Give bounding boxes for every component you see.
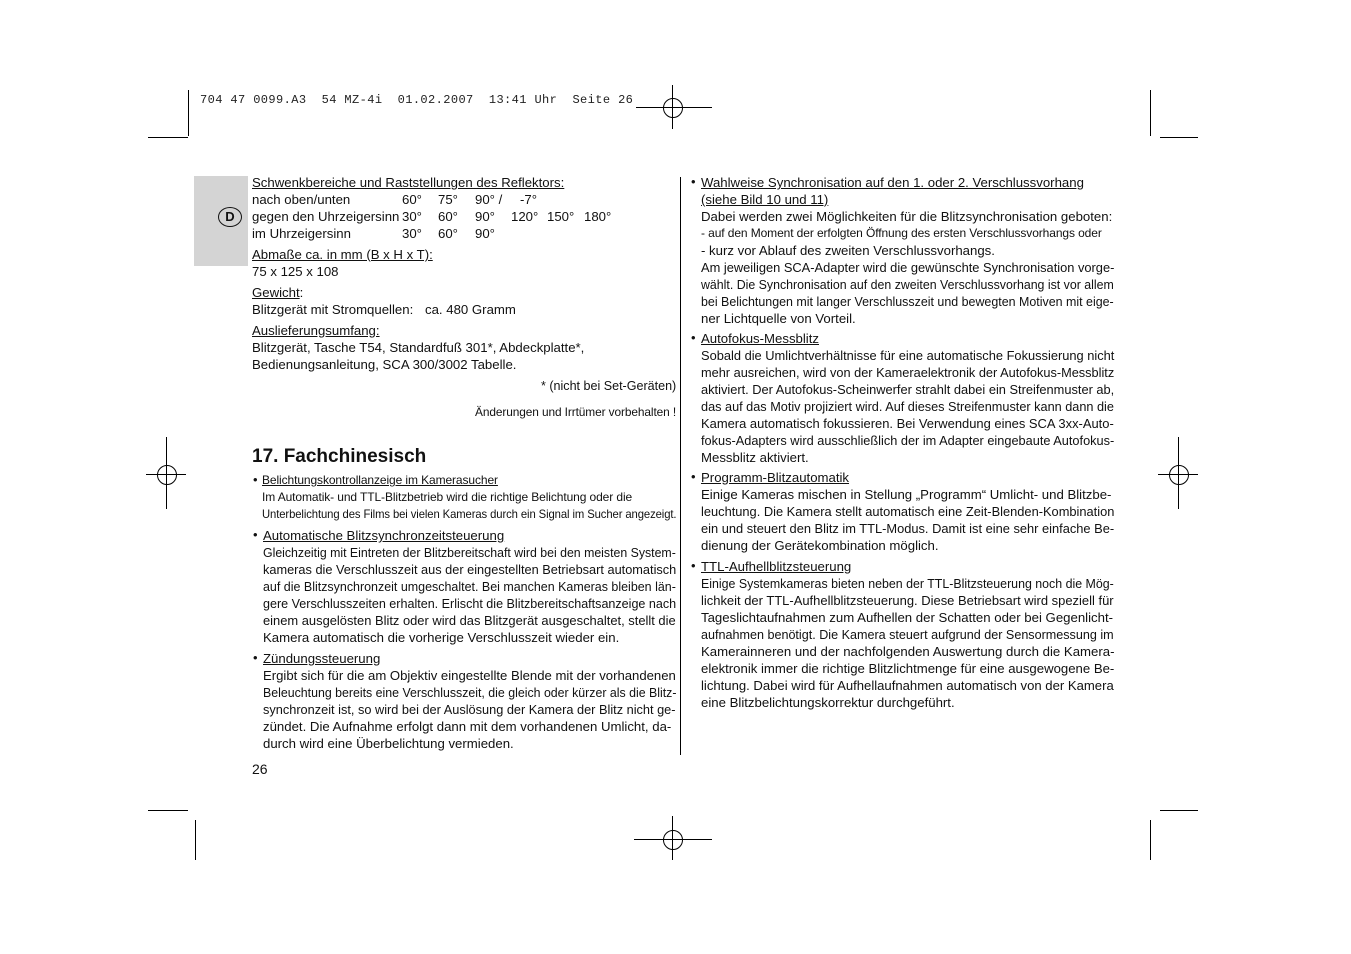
item-line: Sobald die Umlichtverhältnisse für eine automatische Fokussierung nicht (701, 348, 1115, 363)
swivel-value: 180° (584, 209, 612, 224)
weight-label: Blitzgerät mit Stromquellen: (252, 302, 414, 317)
item-line: Messblitz aktiviert. (701, 450, 809, 465)
crop-mark (148, 137, 188, 138)
crop-mark (148, 810, 188, 811)
item-title: Zündungssteuerung (263, 651, 381, 666)
item-line: Dabei werden zwei Möglichkeiten für die Blitzsynchronisation geboten: (701, 209, 1113, 224)
swivel-value: 75° (438, 192, 458, 207)
swivel-value: 30° (402, 209, 422, 224)
item-line: synchronzeit ist, so wird bei der Auslösung der Kamera der Blitz nicht ge- (263, 702, 676, 717)
item-line: Tageslichtaufnahmen zum Aufhellen der Schatten oder bei Gegenlicht- (701, 610, 1113, 625)
swivel-value: 90° (475, 209, 495, 224)
swivel-row-label: gegen den Uhrzeigersinn (252, 209, 400, 224)
weight-value: ca. 480 Gramm (425, 302, 516, 317)
item-line: Ergibt sich für die am Objektiv eingestellte Blende mit der vorhandenen (263, 668, 676, 683)
item-line: zündet. Die Aufnahme erfolgt dann mit dem vorhandenen Umlicht, da- (263, 719, 672, 734)
item-line: einem ausgelösten Blitz oder wird das Blitzgerät ausgeschaltet, stellt die (263, 613, 676, 628)
item-title: TTL-Aufhellblitzsteuerung (701, 559, 852, 574)
item-line: Einige Kameras mischen in Stellung „Programm“ Umlicht- und Blitzbe- (701, 487, 1112, 502)
crop-mark (1150, 90, 1151, 136)
item-line: Kamera automatisch fokussieren. Bei Verwendung eines SCA 3xx-Auto- (701, 416, 1114, 431)
item-title: Belichtungskontrollanzeige im Kamerasucher (262, 473, 498, 487)
print-slug: 704 47 0099.A3 54 MZ-4i 01.02.2007 13:41 Uhr Seite 26 (200, 93, 634, 107)
item-line: kameras die Verschlusszeit aus der eingestellten Betriebsart automatisch (263, 562, 677, 577)
dims-value: 75 x 125 x 108 (252, 264, 339, 279)
crop-mark (1150, 820, 1151, 860)
swivel-value: 120° (511, 209, 539, 224)
item-line: mehr ausreichen, wird von der Kameraelektronik der Autofokus-Messblitz (701, 365, 1115, 380)
item-line: - auf den Moment der erfolgten Öffnung des ersten Verschlussvorhangs oder (701, 226, 1102, 240)
item-line: aktiviert. Der Autofokus-Scheinwerfer strahlt dabei ein Streifenmuster ab, (701, 382, 1115, 397)
item-line: elektronik immer die richtige Blitzlichtmenge für eine ausgewogene Be- (701, 661, 1115, 676)
item-line: dienung der Gerätekombination möglich. (701, 538, 939, 553)
dims-title: Abmaße ca. in mm (B x H x T): (252, 247, 433, 262)
crop-mark (195, 820, 196, 860)
swivel-value: 90° / (475, 192, 503, 207)
item-line: Kamerainneren und der nachfolgenden Auswertung durch die Kamera- (701, 644, 1115, 659)
crop-mark (1160, 810, 1198, 811)
item-line: Gleichzeitig mit Eintreten der Blitzbereitschaft wird bei den meisten System- (263, 545, 676, 560)
item-line: Beleuchtung bereits eine Verschlusszeit, die gleich oder kürzer als die Blitz- (263, 685, 677, 700)
item-line: ein und steuert den Blitz im TTL-Modus. Damit ist eine sehr einfache Be- (701, 521, 1115, 536)
swivel-value: 60° (438, 226, 458, 241)
item-line: das auf das Motiv projiziert wird. Auf dieses Streifenmuster kann dann die (701, 399, 1114, 414)
item-title: Autofokus-Messblitz (701, 331, 819, 346)
scope-line: Blitzgerät, Tasche T54, Standardfuß 301*, Abdeckplatte*, (252, 340, 585, 355)
item-line: lichtung. Dabei wird für Aufhellaufnahmen automatisch von der Kamera (701, 678, 1114, 693)
item-line: Im Automatik- und TTL-Blitzbetrieb wird die richtige Belichtung oder die (262, 490, 633, 504)
scope-line: Bedienungsanleitung, SCA 300/3002 Tabelle. (252, 357, 517, 372)
item-line: fokus-Adapters wird ausschließlich der im Adapter eingebaute Autofokus- (701, 433, 1115, 448)
scope-title: Auslieferungsumfang: (252, 323, 380, 338)
item-line: aufnahmen benötigt. Die Kamera steuert aufgrund der Sensormessung im (701, 627, 1114, 642)
item-line: leuchtung. Die Kamera stellt automatisch eine Zeit-Blenden-Kombination (701, 504, 1115, 519)
item-line: bei Belichtungen mit langer Verschlusszeit und bewegten Motiven mit eige- (701, 294, 1114, 309)
swivel-row-label: im Uhrzeigersinn (252, 226, 351, 241)
language-badge: D (218, 207, 242, 227)
item-line: durch wird eine Überbelichtung vermieden. (263, 736, 514, 751)
item-line: wählt. Die Synchronisation auf den zweiten Verschlussvorhang ist vor allem (701, 277, 1114, 292)
item-line: Am jeweiligen SCA-Adapter wird die gewünschte Synchronisation vorge- (701, 260, 1115, 275)
swivel-value: -7° (520, 192, 537, 207)
item-line: Kamera automatisch die vorherige Verschlusszeit wieder ein. (263, 630, 620, 645)
swivel-value: 150° (547, 209, 575, 224)
item-line: Einige Systemkameras bieten neben der TTL-Blitzsteuerung noch die Mög- (701, 576, 1114, 591)
item-title: Programm-Blitzautomatik (701, 470, 850, 485)
column-divider (680, 177, 681, 755)
section-title: 17. Fachchinesisch (252, 446, 427, 467)
item-line: lichkeit der TTL-Aufhellblitzsteuerung. Diese Betriebsart wird speziell für (701, 593, 1114, 608)
item-title-cont: (siehe Bild 10 und 11) (701, 192, 829, 207)
weight-heading: Gewicht: (252, 285, 304, 300)
item-title: Wahlweise Synchronisation auf den 1. oder 2. Verschlussvorhang (701, 175, 1084, 190)
swivel-value: 60° (438, 209, 458, 224)
swivel-value: 30° (402, 226, 422, 241)
item-line: gere Verschlusszeiten erhalten. Erlischt die Blitzbereitschaftsanzeige nach (263, 596, 677, 611)
item-line: ner Lichtquelle von Vorteil. (701, 311, 856, 326)
crop-mark (1160, 137, 1198, 138)
changes-note: Änderungen und Irrtümer vorbehalten ! (475, 405, 677, 419)
footnote: * (nicht bei Set-Geräten) (541, 378, 677, 393)
item-title: Automatische Blitzsynchronzeitsteuerung (263, 528, 505, 543)
crop-mark (188, 90, 189, 136)
swivel-value: 90° (475, 226, 495, 241)
item-line: eine Blitzbelichtungskorrektur durchgeführt. (701, 695, 955, 710)
page-number: 26 (252, 761, 268, 777)
item-line: - kurz vor Ablauf des zweiten Verschlussvorhangs. (701, 243, 995, 258)
swivel-title: Schwenkbereiche und Raststellungen des Reflektors: (252, 175, 565, 190)
swivel-value: 60° (402, 192, 422, 207)
item-line: Unterbelichtung des Films bei vielen Kameras durch ein Signal im Sucher angezeigt. (262, 507, 677, 521)
item-line: auf die Blitzsynchronzeit umgeschaltet. Bei manchen Kameras bleiben län- (263, 579, 676, 594)
swivel-row-label: nach oben/unten (252, 192, 351, 207)
